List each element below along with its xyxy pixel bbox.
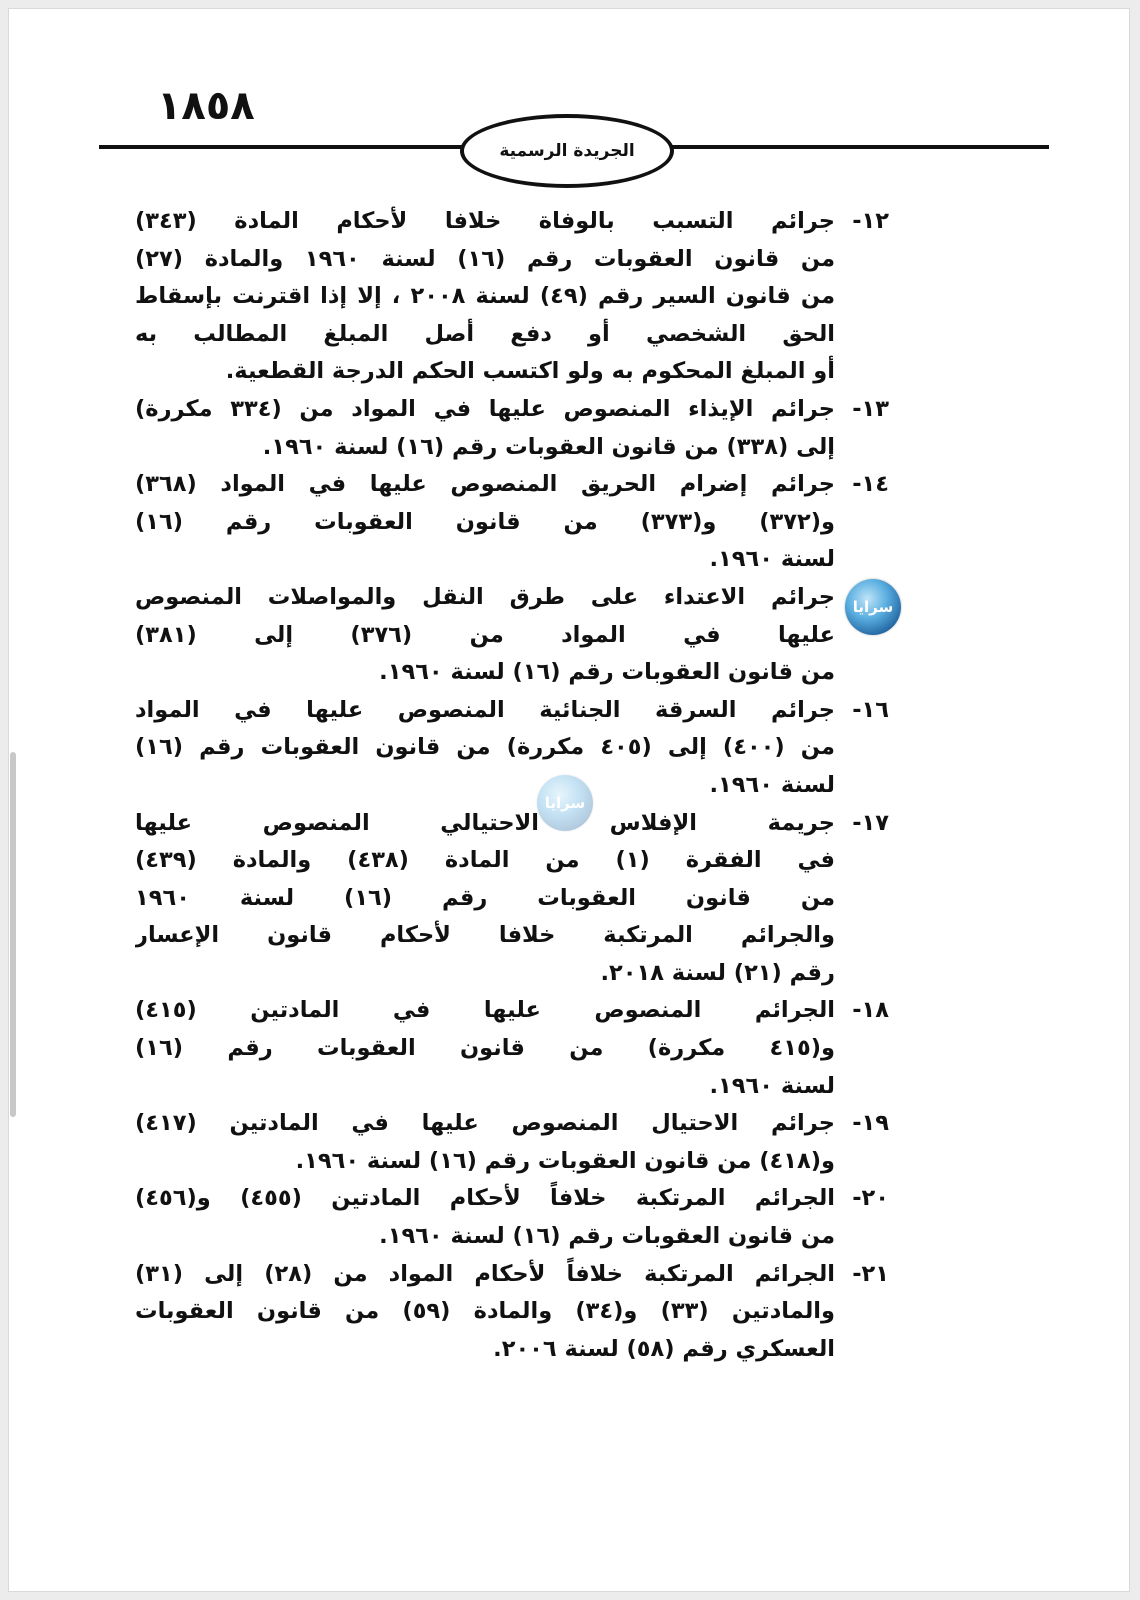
article-text bbox=[135, 579, 835, 692]
article-item bbox=[129, 579, 889, 692]
gazette-title-oval bbox=[460, 114, 674, 188]
article-number: ١٣- bbox=[852, 395, 889, 422]
article-item bbox=[129, 391, 889, 466]
article-line: جرائم التسبب بالوفاة خلافا لأحكام المادة (٣٤٣) bbox=[135, 208, 835, 234]
page-number: ١٨٥٨ bbox=[157, 83, 255, 129]
article-item bbox=[129, 992, 889, 1105]
article-number: ١٩- bbox=[852, 1110, 889, 1137]
article-line: من (٤٠٠) إلى (٤٠٥ مكررة) من قانون العقوبات رقم (١٦) bbox=[135, 734, 835, 761]
gazette-title: الجريدة الرسمية bbox=[499, 141, 635, 161]
article-line: جرائم السرقة الجنائية المنصوص عليها في المواد bbox=[135, 696, 835, 723]
article-line: الجرائم المنصوص عليها في المادتين (٤١٥) bbox=[135, 997, 835, 1024]
article-item bbox=[129, 692, 889, 805]
article-item bbox=[129, 805, 889, 993]
article-line: من قانون العقوبات رقم (١٦) لسنة ١٩٦٠ والمادة (٢٧) bbox=[135, 245, 835, 272]
article-line: جريمة الإفلاس الاحتيالي المنصوص عليها bbox=[135, 809, 835, 836]
article-text bbox=[135, 391, 835, 466]
article-item bbox=[129, 1256, 889, 1369]
article-line: والمادتين (٣٣) و(٣٤) والمادة (٥٩) من قانون العقوبات bbox=[135, 1298, 835, 1325]
watermark-logo-icon bbox=[845, 579, 901, 635]
watermark-logo-text: سرايا bbox=[852, 598, 894, 616]
article-line: في الفقرة (١) من المادة (٤٣٨) والمادة (٤٣٩) bbox=[135, 847, 835, 874]
article-text bbox=[135, 1256, 835, 1369]
article-line: جرائم الاعتداء على طرق النقل والمواصلات المنصوص bbox=[135, 583, 835, 610]
document-page bbox=[8, 8, 1130, 1592]
article-item bbox=[129, 1105, 889, 1180]
article-line: الجرائم المرتكبة خلافاً لأحكام المادتين (٤٥٥) و(٤٥٦) bbox=[135, 1185, 835, 1212]
article-text bbox=[135, 692, 835, 805]
article-line: إلى (٣٣٨) من قانون العقوبات رقم (١٦) لسنة ١٩٦٠. bbox=[262, 433, 835, 460]
article-number: ١٦- bbox=[852, 696, 889, 723]
article-line: جرائم الإيذاء المنصوص عليها في المواد من (٣٣٤ مكررة) bbox=[135, 395, 835, 422]
article-line: لسنة ١٩٦٠. bbox=[709, 546, 835, 573]
article-line: لسنة ١٩٦٠. bbox=[709, 1072, 835, 1099]
article-line: رقم (٢١) لسنة ٢٠١٨. bbox=[600, 959, 835, 986]
article-line: من قانون العقوبات رقم (١٦) لسنة ١٩٦٠ bbox=[135, 884, 835, 911]
article-item bbox=[129, 203, 889, 391]
article-text bbox=[135, 1105, 835, 1180]
article-line: و(٤١٨) من قانون العقوبات رقم (١٦) لسنة ١٩٦٠. bbox=[295, 1147, 835, 1174]
article-number: ٢٠- bbox=[852, 1185, 889, 1212]
article-line: عليها في المواد من (٣٧٦) إلى (٣٨١) bbox=[135, 621, 835, 648]
article-line: والجرائم المرتكبة خلافا لأحكام قانون الإعسار bbox=[135, 922, 835, 949]
article-line: من قانون العقوبات رقم (١٦) لسنة ١٩٦٠. bbox=[379, 659, 835, 686]
article-number: ١٧- bbox=[852, 809, 889, 836]
watermark-logo-text: سرايا bbox=[544, 794, 586, 812]
article-text bbox=[135, 1180, 835, 1255]
article-item bbox=[129, 466, 889, 579]
article-number: ٢١- bbox=[852, 1260, 889, 1287]
article-line: العسكري رقم (٥٨) لسنة ٢٠٠٦. bbox=[493, 1335, 835, 1362]
article-line: و(٣٧٢) و(٣٧٣) من قانون العقوبات رقم (١٦) bbox=[135, 508, 835, 535]
article-line: من قانون العقوبات رقم (١٦) لسنة ١٩٦٠. bbox=[379, 1223, 835, 1250]
article-line: لسنة ١٩٦٠. bbox=[709, 771, 835, 798]
watermark-logo-icon bbox=[537, 775, 593, 831]
article-number: ١٤- bbox=[852, 471, 889, 498]
article-text bbox=[135, 992, 835, 1105]
article-line: و(٤١٥ مكررة) من قانون العقوبات رقم (١٦) bbox=[135, 1035, 835, 1062]
article-number: ١٢- bbox=[852, 208, 889, 234]
article-line: من قانون السير رقم (٤٩) لسنة ٢٠٠٨ ، إلا إذا اقترنت بإسقاط bbox=[135, 283, 835, 310]
article-text bbox=[135, 203, 835, 391]
article-number: ١٨- bbox=[852, 997, 889, 1024]
article-item bbox=[129, 1180, 889, 1255]
article-text bbox=[135, 466, 835, 579]
article-list bbox=[129, 203, 889, 1368]
article-line: جرائم الاحتيال المنصوص عليها في المادتين (٤١٧) bbox=[135, 1110, 835, 1137]
article-line: الحق الشخصي أو دفع أصل المبلغ المطالب به bbox=[135, 320, 835, 347]
article-line: أو المبلغ المحكوم به ولو اكتسب الحكم الدرجة القطعية. bbox=[225, 358, 835, 385]
article-line: جرائم إضرام الحريق المنصوص عليها في المواد (٣٦٨) bbox=[135, 471, 835, 498]
article-line: الجرائم المرتكبة خلافاً لأحكام المواد من (٢٨) إلى (٣١) bbox=[135, 1260, 835, 1287]
article-text bbox=[135, 805, 835, 993]
vertical-scrollbar[interactable] bbox=[10, 752, 16, 1117]
